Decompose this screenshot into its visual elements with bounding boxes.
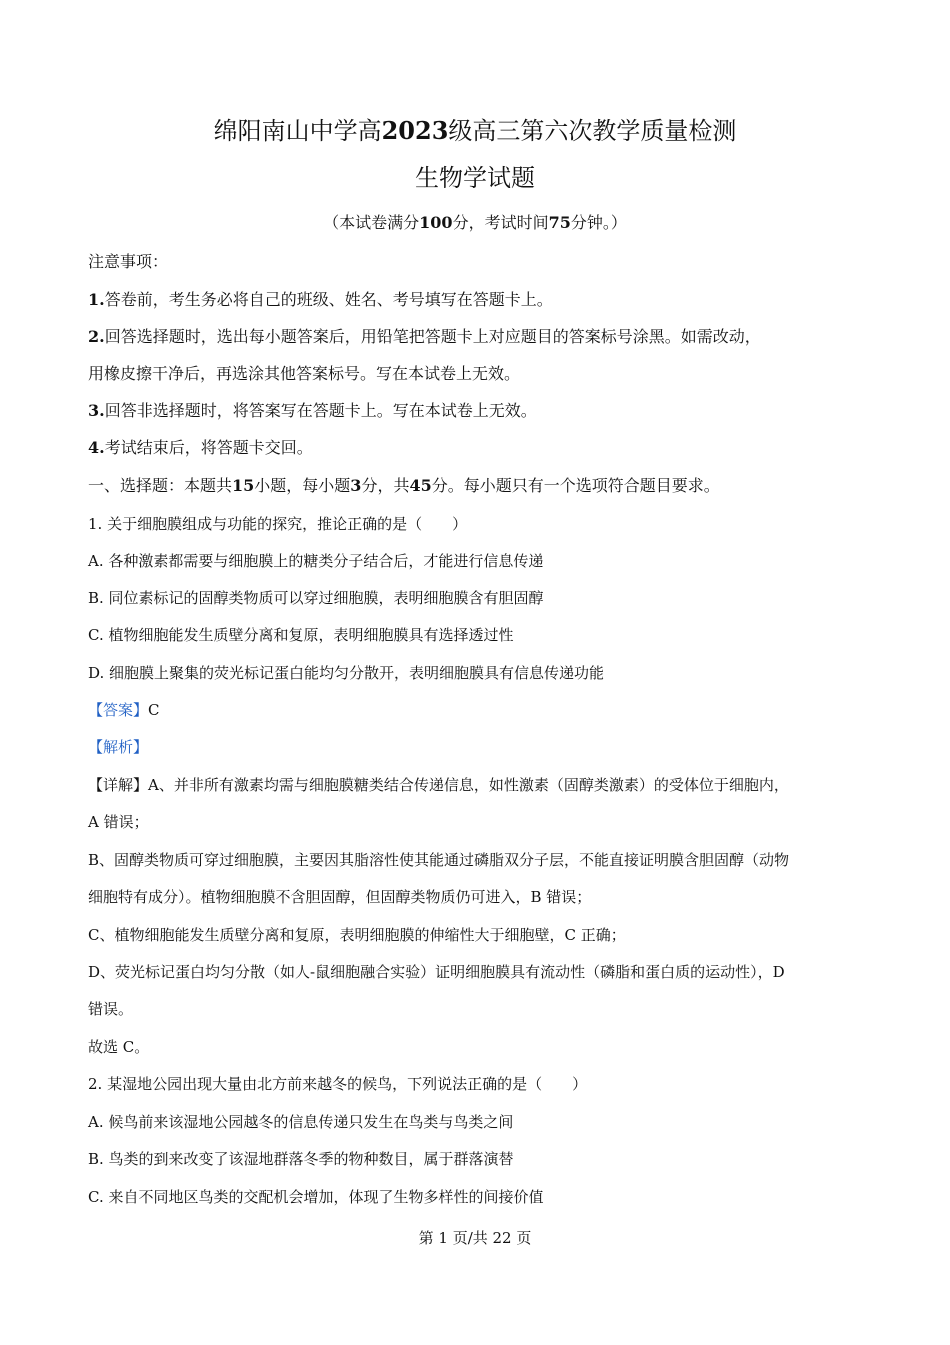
notice-number: 1. [88,290,105,309]
notice-number: 2. [88,327,105,346]
exam-title [0,116,950,146]
question-1-detail-line: A 错误； [88,813,149,831]
question-1-analysis-tag: 【解析】 [88,738,149,756]
section-text: 分。每小题只有一个选项符合题目要求。 [431,476,720,495]
exam-info-text: （本试卷满分 [323,213,420,232]
answer-tag: 【答案】 [88,701,149,719]
notice-text: 回答非选择题时，将答案写在答题卡上。写在本试卷上无效。 [104,401,537,420]
question-1-option-b: B. 同位素标记的固醇类物质可以穿过细胞膜，表明细胞膜含有胆固醇 [88,589,544,607]
question-1-detail-line: 错误。 [88,1000,134,1018]
exam-score: 100 [419,213,453,232]
notice-text: 考试结束后，将答题卡交回。 [104,438,313,457]
question-2-option-c: C. 来自不同地区鸟类的交配机会增加，体现了生物多样性的间接价值 [88,1188,544,1206]
exam-info-text: 分，考试时间 [452,213,549,232]
question-1-option-c: C. 植物细胞能发生质壁分离和复原，表明细胞膜具有选择透过性 [88,626,514,644]
question-1-option-d: D. 细胞膜上聚集的荧光标记蛋白能均匀分散开，表明细胞膜具有信息传递功能 [88,664,605,682]
question-1-detail-line: 细胞特有成分）。植物细胞膜不含胆固醇，但固醇类物质仍可进入，B 错误； [88,888,592,906]
question-2-stem: 2. 某湿地公园出现大量由北方前来越冬的候鸟，下列说法正确的是（ ） [88,1075,588,1093]
question-1-detail-line: D、荧光标记蛋白均匀分散（如人-鼠细胞融合实验）证明细胞膜具有流动性（磷脂和蛋白质的运动性），D [88,963,785,981]
exam-info-text: 分钟。） [570,213,627,232]
answer-value: C [148,701,160,719]
notice-item [88,325,878,349]
notice-heading: 注意事项： [88,252,169,271]
section-text: 一、选择题：本题共 [88,476,233,495]
question-1-detail [88,773,878,797]
title-text-pre: 绵阳南山中学高 [213,117,382,145]
section-count: 15 [232,476,255,495]
section-each-score: 3 [350,476,362,495]
title-year: 2023 [381,116,449,145]
question-2-option-a: A. 候鸟前来该湿地公园越冬的信息传递只发生在鸟类与鸟类之间 [88,1113,514,1131]
title-text-post: 级高三第六次教学质量检测 [448,117,737,145]
exam-time: 75 [548,213,571,232]
detail-text: A、并非所有激素均需与细胞膜糖类结合传递信息，如性激素（固醇类激素）的受体位于细胞内， [148,776,789,794]
notice-number: 4. [88,438,105,457]
question-1-detail-line: B、固醇类物质可穿过细胞膜，主要因其脂溶性使其能通过磷脂双分子层，不能直接证明膜含胆固醇（动物 [88,851,790,869]
notice-item [88,399,878,423]
section-text: 分，共 [361,476,410,495]
question-1-option-a: A. 各种激素都需要与细胞膜上的糖类分子结合后，才能进行信息传递 [88,552,544,570]
notice-text: 答卷前，考生务必将自己的班级、姓名、考号填写在答题卡上。 [104,290,553,309]
notice-item [88,436,878,460]
page-number: 第 1 页/共 22 页 [418,1229,532,1247]
notice-item-continued: 用橡皮擦干净后，再选涂其他答案标号。写在本试卷上无效。 [88,364,521,383]
question-1-stem: 1. 关于细胞膜组成与功能的探究，推论正确的是（ ） [88,515,468,533]
notice-text: 回答选择题时，选出每小题答案后，用铅笔把答题卡上对应题目的答案标号涂黑。如需改动， [104,327,761,346]
question-1-answer [88,698,878,722]
exam-subject-title: 生物学试题 [415,164,535,192]
question-1-conclusion: 故选 C。 [88,1038,150,1056]
notice-number: 3. [88,401,105,420]
question-1-detail-line: C、植物细胞能发生质壁分离和复原，表明细胞膜的伸缩性大于细胞壁，C 正确； [88,926,626,944]
section-text: 小题，每小题 [254,476,351,495]
exam-info [0,211,950,235]
detail-tag: 【详解】 [88,776,149,794]
question-2-option-b: B. 鸟类的到来改变了该湿地群落冬季的物种数目，属于群落演替 [88,1150,514,1168]
section-total-score: 45 [409,476,432,495]
section-heading [88,474,878,498]
notice-item [88,288,878,312]
